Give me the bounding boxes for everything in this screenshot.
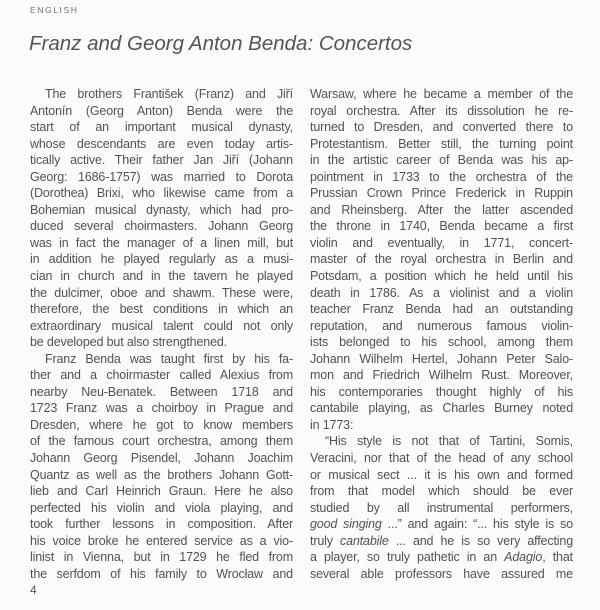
text-line (30, 103, 293, 120)
text-run: or musical sect ... it is his own and formed (310, 467, 573, 482)
text-line (310, 185, 573, 202)
text-line (310, 152, 573, 169)
text-line (310, 549, 573, 566)
text-line (30, 202, 293, 219)
text-run: ists belonged to his school, among them (310, 335, 573, 350)
text-run: Georg: 1686-1757) was married to Dorota (30, 169, 294, 184)
text-line-content (310, 236, 573, 250)
text-line-content (30, 501, 293, 515)
text-line-content (310, 87, 573, 101)
text-line-content (310, 550, 573, 564)
text-line-content (310, 104, 573, 118)
text-run: Bohemian musical dynasty, which had pro- (30, 202, 293, 217)
text-line-content (310, 567, 573, 581)
text-line (30, 318, 293, 335)
italic-text-run: good singing (310, 517, 382, 532)
text-line-content (30, 170, 293, 184)
text-run: royal orchestra. After its dissolution he re- (310, 103, 573, 118)
text-line-content (310, 186, 573, 200)
text-line-content (310, 219, 573, 233)
text-run: turned to Dresden, and converted there to (310, 120, 573, 135)
text-columns (30, 86, 573, 583)
text-run: Potsdam, a position which he held until his (310, 269, 573, 284)
text-line (310, 433, 573, 450)
text-line-content (310, 517, 573, 531)
text-run: start of an important musical dynasty, (30, 120, 294, 135)
text-run: be developed but also strengthened. (30, 335, 227, 350)
text-run: the throne in 1740, Benda became a first (310, 219, 574, 234)
text-line (30, 268, 293, 285)
text-line (310, 516, 573, 533)
text-line (30, 417, 293, 434)
text-line (30, 367, 293, 384)
text-run: the serfdom of his family to Wrocław and (30, 566, 293, 581)
text-run: ...” and again: “... his style is so (381, 517, 573, 532)
text-line (30, 450, 293, 467)
italic-text-run: Adagio (504, 550, 543, 565)
text-line (310, 417, 573, 434)
text-line-content (30, 335, 227, 349)
text-line-content (310, 286, 573, 300)
text-line (310, 218, 573, 235)
text-line-content (310, 170, 573, 184)
text-run: tically active. Their father Jan Jiří (Johann (30, 153, 293, 168)
text-run: linist in Vienna, but in 1729 he fled from (30, 550, 293, 565)
text-line (30, 136, 293, 153)
text-run: the dulcimer, oboe and shawm. These were, (30, 285, 294, 300)
text-line-content (310, 269, 573, 283)
text-run: ... and he is so very affecting (388, 533, 574, 548)
text-line (310, 235, 573, 252)
text-line-content (30, 418, 293, 432)
text-line (30, 533, 293, 550)
text-run: master of the royal orchestra in Berlin and (310, 252, 573, 267)
text-line-content (30, 186, 293, 200)
text-run: his contemporaries thought highly of his (310, 384, 574, 399)
text-line-content (310, 385, 573, 399)
text-run: studied by all instrumental performers, (310, 500, 574, 515)
text-run: Protestantism. Better still, the turning point (310, 136, 573, 151)
text-run: pointment in 1733 to the orchestra of the (310, 169, 573, 184)
text-line-content (310, 252, 573, 266)
text-run: Johann Wilhelm Hertel, Johann Peter Salo- (310, 351, 574, 366)
text-line (310, 450, 573, 467)
text-line-content (310, 468, 573, 482)
text-run: lieb and Carl Heinrich Graun. Here he also (30, 484, 293, 499)
text-line-content (30, 120, 293, 134)
text-line-content (30, 203, 293, 217)
text-line-content (30, 137, 293, 151)
language-label: ENGLISH (30, 5, 79, 15)
text-line-content (310, 302, 573, 316)
text-run: several able professors have assured me (310, 566, 573, 581)
text-line-content (30, 104, 293, 118)
text-line-content (30, 286, 293, 300)
text-line (30, 218, 293, 235)
text-run: Veracini, nor that of the head of any school (310, 451, 574, 466)
text-line-content (30, 385, 293, 399)
text-line-content (310, 137, 573, 151)
text-line (310, 500, 573, 517)
text-line (30, 384, 293, 401)
text-line (30, 185, 293, 202)
text-run: ther and a choirmaster called Alexius from (30, 368, 293, 383)
text-line (310, 268, 573, 285)
text-line (30, 351, 293, 368)
page-number: 4 (30, 583, 37, 597)
text-line-content (30, 269, 293, 283)
text-run: teacher Franz Benda had an outstanding (310, 302, 574, 317)
text-run: perfected his violin and viola playing, and (30, 500, 293, 515)
text-run: mon and Friedrich Wilhelm Rust. Moreover, (310, 368, 574, 383)
text-line (30, 119, 293, 136)
text-line (30, 516, 293, 533)
text-line (30, 152, 293, 169)
text-line (310, 103, 573, 120)
text-line (310, 251, 573, 268)
text-line (30, 169, 293, 186)
text-run: took further lessons in composition. After (30, 517, 294, 532)
text-line (30, 301, 293, 318)
text-line (310, 285, 573, 302)
text-run: in the artistic career of Benda was his ap- (310, 153, 573, 168)
text-line (30, 566, 293, 583)
text-line-content (30, 468, 293, 482)
text-run: duced several choirmasters. Johann Georg (30, 219, 294, 234)
text-run: his voice broke he entered service as a vio- (30, 533, 293, 548)
text-line-content (310, 401, 573, 415)
text-line (310, 301, 573, 318)
text-line (310, 318, 573, 335)
text-run: Quantz as well as the brothers Johann Gott- (30, 467, 293, 482)
text-run: was in fact the manager of a linen mill, but (30, 235, 294, 250)
text-run: Johann Georg Pisendel, Johann Joachim (30, 451, 293, 466)
text-line (30, 433, 293, 450)
text-line (310, 483, 573, 500)
text-line-content (30, 517, 293, 531)
text-run: Antonín (Georg Anton) Benda were the (30, 103, 294, 118)
text-line-content (30, 401, 293, 415)
text-line-content (310, 484, 573, 498)
text-line-content (45, 87, 293, 101)
italic-text-run: cantabile (340, 533, 389, 548)
text-line (310, 384, 573, 401)
text-line-content (45, 352, 293, 366)
text-line (30, 285, 293, 302)
text-line-content (325, 434, 573, 448)
text-line-content (310, 335, 573, 349)
text-line-content (310, 120, 573, 134)
text-line (30, 235, 293, 252)
text-run: truly (310, 533, 341, 548)
text-run: from that model which should be ever (310, 484, 574, 499)
text-line-content (30, 567, 293, 581)
text-line (310, 334, 573, 351)
text-run: in addition he played regularly as a musi- (30, 252, 293, 267)
text-run: Franz Benda was taught first by his fa- (45, 351, 293, 366)
text-line (30, 467, 293, 484)
text-line (30, 334, 293, 351)
text-run: Warsaw, where he became a member of the (310, 87, 574, 101)
text-run: Prussian Crown Prince Frederick in Ruppin (310, 186, 573, 201)
text-line (30, 251, 293, 268)
text-run: nearby Neu-Benatek. Between 1718 and (30, 384, 293, 399)
text-line (310, 533, 573, 550)
text-run: 1723 Franz was a choirboy in Prague and (30, 401, 293, 416)
text-run: whose descendants are even today artis- (30, 136, 294, 151)
text-line-content (30, 252, 293, 266)
text-run: Dresden, where he got to know members (30, 417, 293, 432)
page-title: Franz and Georg Anton Benda: Concertos (29, 32, 413, 55)
text-line (310, 467, 573, 484)
text-line-content (30, 153, 293, 167)
text-line (310, 400, 573, 417)
text-line-content (30, 484, 293, 498)
text-line (310, 136, 573, 153)
text-run: therefore, the best conditions in which an (30, 302, 293, 317)
text-line-content (310, 153, 573, 167)
text-line-content (310, 501, 573, 515)
text-run: cian in church and in the tavern he played (30, 269, 294, 284)
text-line (30, 86, 293, 103)
text-line-content (310, 203, 573, 217)
text-run: The brothers František (Franz) and Jiří (45, 87, 294, 101)
text-line-content (30, 219, 293, 233)
text-line (30, 549, 293, 566)
text-run: cantabile playing, as Charles Burney noted (310, 401, 573, 416)
text-line-content (30, 368, 293, 382)
text-line (310, 119, 573, 136)
text-run: and Rheinsberg. After the latter ascended (310, 202, 574, 217)
text-line-content (310, 534, 573, 548)
text-line-content (310, 319, 573, 333)
text-run: reputation, and numerous famous violin- (310, 318, 573, 333)
text-line-content (30, 319, 293, 333)
text-line (310, 86, 573, 103)
text-line-content (310, 418, 353, 432)
text-run: , that (542, 550, 573, 565)
text-run: extraordinary musical talent could not only (30, 318, 294, 333)
text-line-content (30, 236, 293, 250)
text-line-content (30, 434, 293, 448)
text-run: (Dorothea) Brixi, who likewise came from a (30, 186, 294, 201)
text-column-right (310, 86, 573, 583)
text-line (30, 483, 293, 500)
text-run: in 1773: (310, 417, 354, 432)
text-line-content (30, 451, 293, 465)
text-line-content (310, 368, 573, 382)
text-line (310, 566, 573, 583)
text-run: death in 1786. As a violinist and a violin (310, 285, 574, 300)
text-line-content (30, 550, 293, 564)
text-line (310, 351, 573, 368)
text-line (310, 367, 573, 384)
text-run: violin and eventually, in 1771, concert- (310, 235, 574, 250)
text-line-content (30, 302, 293, 316)
text-line-content (310, 352, 573, 366)
text-line (310, 169, 573, 186)
text-run: of the famous court orchestra, among them (30, 434, 293, 449)
text-line (310, 202, 573, 219)
text-line (30, 400, 293, 417)
text-run: a player, so truly pathetic in an (310, 550, 505, 565)
text-column-left (30, 86, 293, 583)
text-line-content (310, 451, 573, 465)
text-line-content (30, 534, 293, 548)
text-run: “His style is not that of Tartini, Somis, (325, 434, 573, 449)
text-line (30, 500, 293, 517)
